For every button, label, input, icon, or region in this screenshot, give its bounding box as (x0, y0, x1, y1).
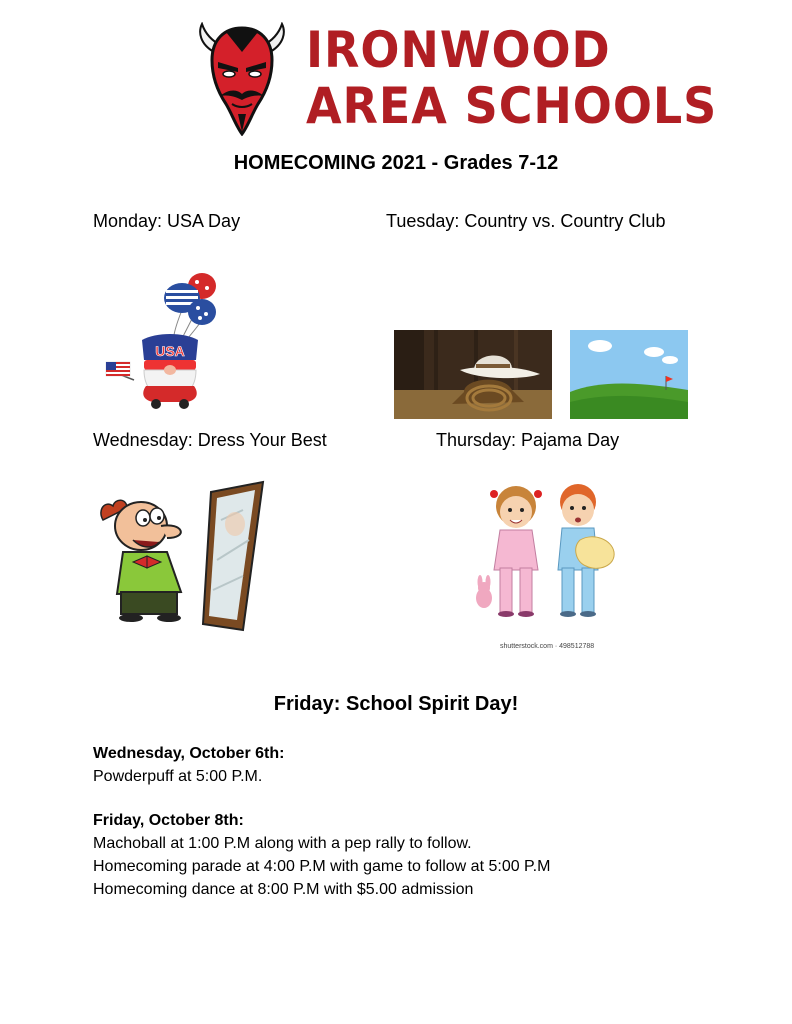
cowboy-hat-image (394, 330, 552, 419)
wednesday-schedule-heading: Wednesday, October 6th: (93, 745, 285, 762)
schedule-item: Homecoming dance at 8:00 P.M with $5.00 admission (93, 881, 474, 898)
thursday-theme-label: Thursday: Pajama Day (436, 430, 620, 450)
friday-schedule-heading: Friday, October 8th: (93, 812, 244, 829)
usa-gnome-image (104, 270, 222, 410)
kids-in-pajamas-image (470, 480, 618, 630)
stock-image-caption: shutterstock.com · 498512788 (500, 643, 595, 650)
page-title: HOMECOMING 2021 - Grades 7-12 (233, 152, 559, 174)
devil-mascot-logo (196, 22, 288, 136)
logo-wordmark-line1: IRONWOOD (306, 21, 611, 79)
tuesday-theme-label: Tuesday: Country vs. Country Club (386, 211, 666, 231)
schedule-item: Powderpuff at 5:00 P.M. (93, 768, 263, 785)
schedule-item: Machoball at 1:00 P.M along with a pep rally to follow. (93, 835, 472, 852)
man-at-mirror-image (93, 480, 273, 636)
monday-theme-label: Monday: USA Day (93, 211, 241, 231)
gnome-hat-text: USA (155, 343, 185, 359)
golf-course-image (570, 330, 688, 419)
friday-theme-heading: Friday: School Spirit Day! (273, 693, 519, 715)
schedule-item: Homecoming parade at 4:00 P.M with game to follow at 5:00 P.M (93, 858, 551, 875)
wednesday-theme-label: Wednesday: Dress Your Best (93, 430, 327, 450)
logo-wordmark-line2: AREA SCHOOLS (306, 77, 718, 135)
